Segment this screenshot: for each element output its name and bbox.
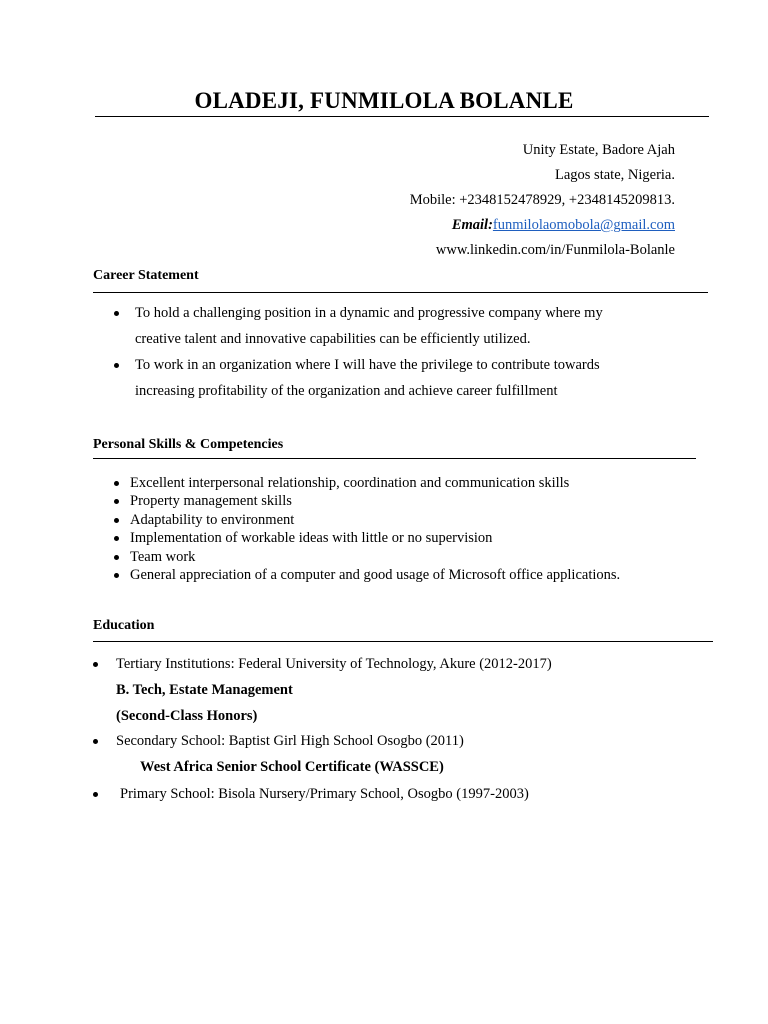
education-divider	[93, 641, 713, 642]
skill-item: Team work	[130, 549, 196, 565]
email-row	[452, 217, 675, 234]
email-label: Email:	[451, 217, 493, 233]
secondary-certificate: West Africa Senior School Certificate (WASSCE)	[140, 759, 444, 775]
primary-education: Primary School: Bisola Nursery/Primary School, Osogbo (1997-2003)	[120, 786, 529, 802]
bullet-icon	[93, 792, 98, 797]
skills-divider	[93, 458, 696, 459]
mobile-numbers: Mobile: +2348152478929, +2348145209813.	[409, 192, 675, 208]
tertiary-class: (Second-Class Honors)	[116, 708, 258, 724]
skill-item: Implementation of workable ideas with little or no supervision	[130, 530, 493, 546]
tertiary-education: Tertiary Institutions: Federal University of Technology, Akure (2012-2017)	[116, 656, 552, 672]
education-heading: Education	[93, 618, 155, 633]
bullet-icon	[93, 739, 98, 744]
name-divider	[95, 116, 709, 117]
bullet-icon	[114, 518, 119, 523]
email-link[interactable]: funmilolaomobola@gmail.com	[492, 217, 675, 233]
tertiary-degree: B. Tech, Estate Management	[116, 682, 293, 698]
bullet-icon	[114, 573, 119, 578]
career-item-1-line-1: To hold a challenging position in a dynamic and progressive company where my	[135, 305, 603, 321]
skill-item: General appreciation of a computer and good usage of Microsoft office applications.	[130, 567, 621, 583]
bullet-icon	[114, 481, 119, 486]
skill-item: Property management skills	[130, 493, 292, 509]
career-statement-heading: Career Statement	[93, 268, 199, 283]
bullet-icon	[114, 363, 119, 368]
skill-item: Adaptability to environment	[130, 512, 295, 528]
linkedin-url: www.linkedin.com/in/Funmilola-Bolanle	[435, 242, 675, 258]
skill-item: Excellent interpersonal relationship, coordination and communication skills	[130, 475, 570, 491]
address-line-1: Unity Estate, Badore Ajah	[522, 142, 675, 158]
address-line-2: Lagos state, Nigeria.	[555, 167, 675, 183]
candidate-name: OLADEJI, FUNMILOLA BOLANLE	[194, 88, 574, 113]
career-divider	[93, 292, 708, 293]
bullet-icon	[114, 536, 119, 541]
career-item-2-line-2: increasing profitability of the organization and achieve career fulfillment	[135, 383, 558, 399]
skills-heading: Personal Skills & Competencies	[93, 437, 284, 452]
bullet-icon	[114, 555, 119, 560]
bullet-icon	[93, 662, 98, 667]
career-item-2-line-1: To work in an organization where I will have the privilege to contribute towards	[135, 357, 600, 373]
secondary-education: Secondary School: Baptist Girl High School Osogbo (2011)	[116, 733, 464, 749]
career-item-1-line-2: creative talent and innovative capabilities can be efficiently utilized.	[135, 331, 531, 347]
bullet-icon	[114, 311, 119, 316]
bullet-icon	[114, 499, 119, 504]
